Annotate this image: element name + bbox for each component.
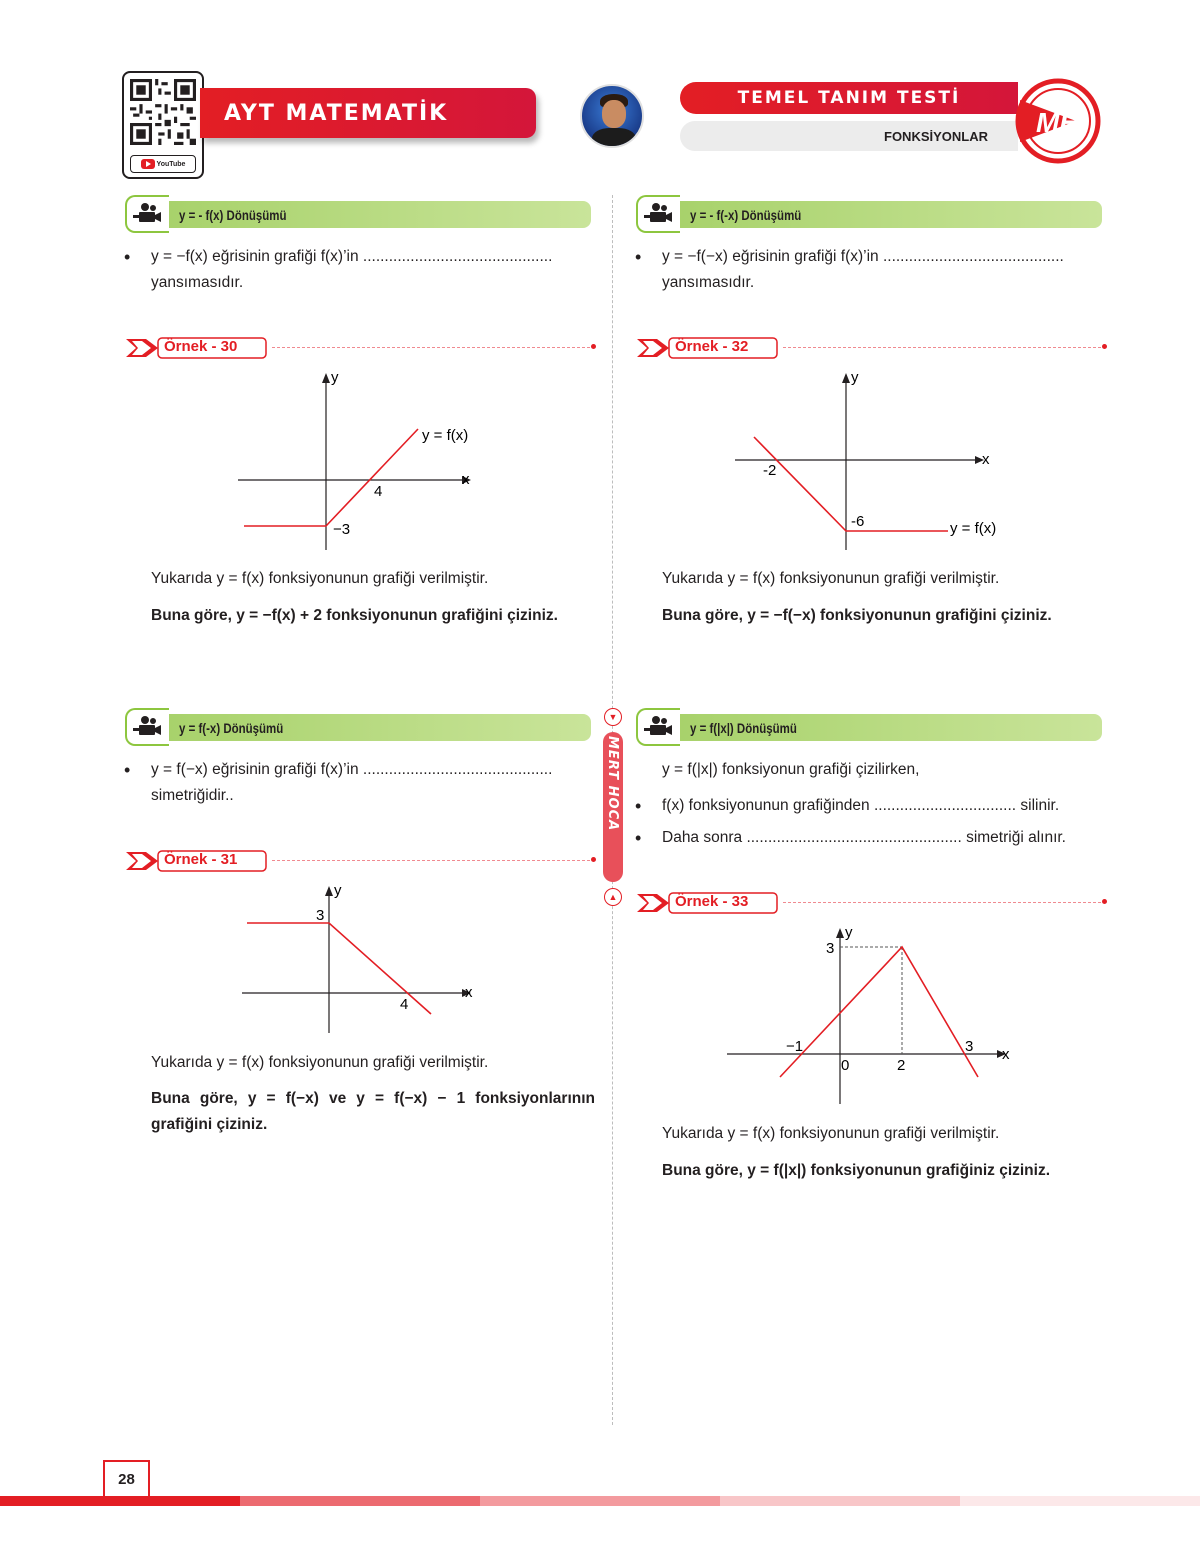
example-number: Örnek - 30 xyxy=(164,338,238,355)
topic-title: FONKSİYONLAR xyxy=(884,128,988,144)
y-tick-label: -6 xyxy=(851,513,865,530)
x-axis-label: x xyxy=(462,471,470,488)
example-number: Örnek - 33 xyxy=(675,893,749,910)
y-axis-label: y xyxy=(331,369,339,386)
section-title: y = f(-x) Dönüşümü xyxy=(179,719,284,736)
bullet-text: • y = −f(x) eğrisinin grafiği f(x)’in ............................................ xyxy=(151,244,552,270)
question-text: Buna göre, y = f(−x) ve y = f(−x) − 1 fonksiyonlarının grafiğini çiziniz. xyxy=(151,1090,595,1133)
example-label xyxy=(635,892,1107,914)
question-text: Buna göre, y = f(|x|) fonksiyonunun grafiğiniz çiziniz. xyxy=(662,1162,1051,1179)
example-label xyxy=(124,850,596,872)
bullet-text: • f(x) fonksiyonunun grafiğinden ................................. silinir. xyxy=(662,793,1059,819)
footer-bar xyxy=(720,1496,960,1506)
y-axis-label: y xyxy=(845,924,853,941)
scroll-down-icon[interactable]: ▲ xyxy=(604,888,622,906)
section-title: y = f(|x|) Dönüşümü xyxy=(690,719,797,736)
x-axis-label: x xyxy=(465,984,473,1001)
footer-bar xyxy=(480,1496,720,1506)
brand-vertical-text: MERT HOCA xyxy=(605,736,620,832)
curve-f xyxy=(780,947,978,1077)
test-title: TEMEL TANIM TESTİ xyxy=(737,88,961,108)
bullet-text: • y = f(−x) eğrisinin grafiği f(x)’in ............................................ xyxy=(151,757,552,783)
given-text: Yukarıda y = f(x) fonksiyonunun grafiği verilmiştir. xyxy=(151,570,489,587)
brand-vertical xyxy=(602,708,624,908)
given-text: Yukarıda y = f(x) fonksiyonunun grafiği verilmiştir. xyxy=(662,570,1000,587)
question-text: Buna göre, y = −f(−x) fonksiyonunun grafiğini çiziniz. xyxy=(662,607,1052,624)
page-number: 28 xyxy=(103,1460,150,1496)
curve-label: y = f(x) xyxy=(422,427,469,444)
example-label xyxy=(124,337,596,359)
bullet-text: • Daha sonra .................................................. simetriği alınır. xyxy=(662,825,1066,851)
logo-text: MH xyxy=(1036,107,1080,138)
example-number: Örnek - 32 xyxy=(675,338,749,355)
y-tick-label: 3 xyxy=(826,940,835,957)
bullet-text: • y = −f(−x) eğrisinin grafiği f(x)’in .......................................... xyxy=(662,244,1064,270)
section-header xyxy=(636,201,1102,228)
video-camera-icon[interactable] xyxy=(636,708,680,746)
section-header xyxy=(125,201,591,228)
footer-bar xyxy=(960,1496,1200,1506)
y-tick-label: 3 xyxy=(316,907,325,924)
test-title-banner xyxy=(680,82,1018,114)
bullet-text-cont: yansımasıdır. xyxy=(662,274,755,291)
y-tick-label: −3 xyxy=(333,521,351,538)
bullet-text-cont: yansımasıdır. xyxy=(151,274,244,291)
origin-label: 0 xyxy=(841,1057,850,1074)
section-header xyxy=(125,714,591,741)
x-axis-label: x xyxy=(982,451,990,468)
section-title: y = - f(x) Dönüşümü xyxy=(179,206,287,223)
y-axis-label: y xyxy=(851,369,859,386)
x-neg-tick-label: −1 xyxy=(786,1038,804,1055)
section-title: y = - f(-x) Dönüşümü xyxy=(690,206,802,223)
footer-bar xyxy=(0,1496,240,1506)
example-number: Örnek - 31 xyxy=(164,851,238,868)
youtube-label: YouTube xyxy=(156,160,186,168)
topic-banner xyxy=(680,121,1018,151)
teacher-avatar xyxy=(580,84,644,148)
example-label xyxy=(635,337,1107,359)
intro-text: y = f(|x|) fonksiyonun grafiği çizilirken, xyxy=(662,761,920,778)
scroll-up-icon[interactable]: ▼ xyxy=(604,708,622,726)
x-tick-label: -2 xyxy=(763,462,777,479)
graph-example-32 xyxy=(725,365,1005,555)
qr-code-box[interactable] xyxy=(122,71,204,179)
footer-bar xyxy=(240,1496,480,1506)
mh-logo-icon xyxy=(1006,78,1106,164)
graph-example-30 xyxy=(230,365,490,555)
video-camera-icon[interactable] xyxy=(125,195,169,233)
question-text: Buna göre, y = −f(x) + 2 fonksiyonunun grafiğini çiziniz. xyxy=(151,607,558,624)
youtube-play-icon xyxy=(141,159,155,169)
video-camera-icon[interactable] xyxy=(636,195,680,233)
x-axis-label: x xyxy=(1002,1046,1010,1063)
bullet-text-cont: simetriğidir.. xyxy=(151,787,234,804)
graph-example-33 xyxy=(720,920,1020,1110)
qr-code-icon xyxy=(130,79,196,145)
x-pos-tick-label: 3 xyxy=(965,1038,974,1055)
video-camera-icon[interactable] xyxy=(125,708,169,746)
course-banner xyxy=(200,88,536,138)
curve-f xyxy=(244,429,418,526)
graph-example-31 xyxy=(235,878,485,1043)
x-tick-label: 4 xyxy=(400,996,409,1013)
y-axis-label: y xyxy=(334,882,342,899)
x-tick-label: 4 xyxy=(374,483,383,500)
course-title: AYT MATEMATİK xyxy=(224,100,449,126)
x-mid-tick-label: 2 xyxy=(897,1057,906,1074)
given-text: Yukarıda y = f(x) fonksiyonunun grafiği verilmiştir. xyxy=(151,1054,489,1071)
section-header xyxy=(636,714,1102,741)
youtube-badge[interactable] xyxy=(130,155,196,173)
curve-label: y = f(x) xyxy=(950,520,997,537)
given-text: Yukarıda y = f(x) fonksiyonunun grafiği verilmiştir. xyxy=(662,1125,1000,1142)
